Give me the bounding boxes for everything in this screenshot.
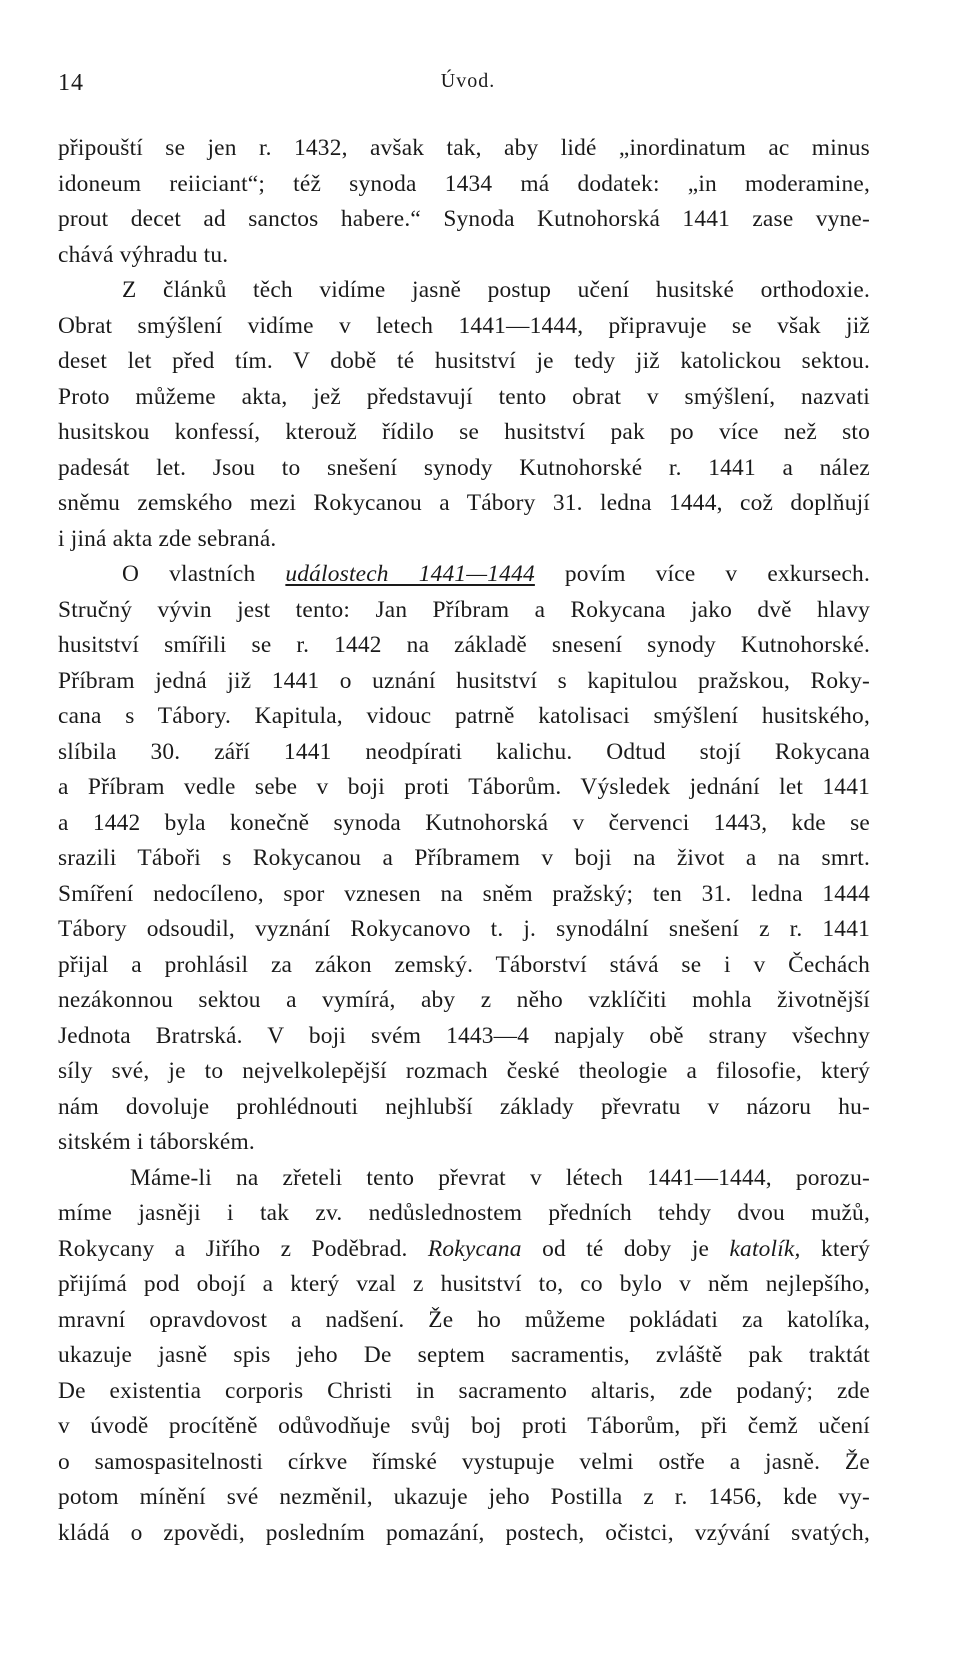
text-line xyxy=(58,557,870,593)
body-text xyxy=(58,131,870,1551)
text-line: Stručný vývin jest tento: Jan Příbram a Rokycana jako dvě hlavy xyxy=(58,596,870,623)
running-head: Úvod. xyxy=(440,70,496,92)
text-line: síly své, je to nejvelkolepější rozmach české theologie a filosofie, který xyxy=(58,1058,870,1084)
text-line: husitství smířili se r. 1442 na základě snesení synody Kutnohorské. xyxy=(58,632,870,658)
text-line xyxy=(58,1232,870,1268)
text-fragment: O vlastních xyxy=(122,561,286,587)
text-fragment: Rokycany a Jiřího z Poděbrad. xyxy=(58,1235,428,1262)
text-line: Z článků těch vidíme jasně postup učení husitské orthodoxie. xyxy=(122,277,870,303)
text-line: mravní opravdovost a nadšení. Že ho můžeme pokládati za katolíka, xyxy=(58,1306,870,1333)
text-line: Proto můžeme akta, jež představují tento obrat v smýšlení, nazvati xyxy=(58,383,870,410)
text-line: a 1442 byla konečně synoda Kutnohorská v červenci 1443, kde se xyxy=(58,809,870,836)
text-line: kládá o zpovědi, posledním pomazání, postech, očistci, vzývání svatých, xyxy=(58,1519,870,1546)
text-line: Jednota Bratrská. V boji svém 1443—4 napjaly obě strany všechny xyxy=(58,1022,870,1049)
paragraph xyxy=(58,557,870,1161)
text-line: přijal a prohlásil za zákon zemský. Táborství stává se i v Čechách xyxy=(58,951,870,978)
text-line: padesát let. Jsou to snešení synody Kutnohorské r. 1441 a nález xyxy=(58,454,870,481)
text-fragment: povím více v exkursech. xyxy=(534,561,870,587)
text-line: přijímá pod obojí a který vzal z husitství to, co bylo v něm nejlepšího, xyxy=(58,1271,870,1297)
text-line: idoneum reiiciant“; též synoda 1434 má dodatek: „in moderamine, xyxy=(58,170,870,197)
text-line: připouští se jen r. 1432, avšak tak, aby lidé „inordinatum ac minus xyxy=(58,135,870,161)
page-number: 14 xyxy=(58,70,84,96)
text-line: slíbila 30. září 1441 neodpírati kalichu. Odtud stojí Rokycana xyxy=(58,738,870,765)
text-line: deset let před tím. V době té husitství je tedy již katolickou sektou. xyxy=(58,348,870,374)
text-fragment: který xyxy=(800,1235,871,1262)
text-line: cana s Tábory. Kapitula, vidouc patrně katolisaci smýšlení husitského, xyxy=(58,703,870,729)
text-fragment: od té doby je xyxy=(521,1235,730,1262)
text-line: Příbram jedná již 1441 o uznání husitství s kapitulou pražskou, Roky- xyxy=(58,667,870,694)
text-line: Smíření nedocíleno, spor vznesen na sněm pražský; ten 31. ledna 1444 xyxy=(58,880,870,907)
text-line: Tábory odsoudil, vyznání Rokycanovo t. j. synodální snešení z r. 1441 xyxy=(58,916,870,942)
text-line: sitském i táborském. xyxy=(58,1129,255,1155)
text-line: míme jasněji i tak zv. nedůslednostem předních tehdy dvou mužů, xyxy=(58,1200,870,1226)
text-line: ukazuje jasně spis jeho De septem sacramentis, zvláště pak traktát xyxy=(58,1342,870,1368)
page-header xyxy=(58,70,878,106)
text-line: Máme-li na zřeteli tento převrat v létech 1441—1444, porozu- xyxy=(130,1164,870,1191)
paragraph xyxy=(58,1161,870,1552)
text-line: potom mínění své nezměnil, ukazuje jeho Postilla z r. 1456, kde vy- xyxy=(58,1484,870,1510)
text-line: nezákonnou sektou a vymírá, aby z něho vzklíčiti mohla životnější xyxy=(58,987,870,1013)
text-line: a Příbram vedle sebe v boji proti Táborům. Výsledek jednání let 1441 xyxy=(58,774,870,800)
text-line: De existentia corporis Christi in sacramento altaris, zde podaný; zde xyxy=(58,1377,870,1404)
emphasis-text: katolík, xyxy=(729,1235,801,1262)
text-line: Obrat smýšlení vidíme v letech 1441—1444, připravuje se však již xyxy=(58,312,870,339)
text-line: nám dovoluje prohlédnouti nejhlubší základy převratu v názoru hu- xyxy=(58,1093,870,1120)
text-line: sněmu zemského mezi Rokycanou a Tábory 31. ledna 1444, což doplňují xyxy=(58,490,870,516)
text-line: v úvodě procítěně odůvodňuje svůj boj proti Táborům, při čemž učení xyxy=(58,1413,870,1439)
text-line: chává výhradu tu. xyxy=(58,241,229,268)
emphasis-text: událostech 1441—1444 xyxy=(285,561,535,587)
text-line: prout decet ad sanctos habere.“ Synoda Kutnohorská 1441 zase vyne- xyxy=(58,206,870,232)
text-line: srazili Táboři s Rokycanou a Příbramem v boji na život a na smrt. xyxy=(58,845,870,871)
paragraph xyxy=(58,131,870,273)
text-line: o samospasitelnosti církve římské vystupuje velmi ostře a jasně. Že xyxy=(58,1448,870,1475)
text-line: husitskou konfessí, kterouž řídilo se husitství pak po více než sto xyxy=(58,419,870,445)
text-line: i jiná akta zde sebraná. xyxy=(58,525,277,552)
paragraph xyxy=(58,273,870,557)
emphasis-text: Rokycana xyxy=(427,1235,522,1262)
